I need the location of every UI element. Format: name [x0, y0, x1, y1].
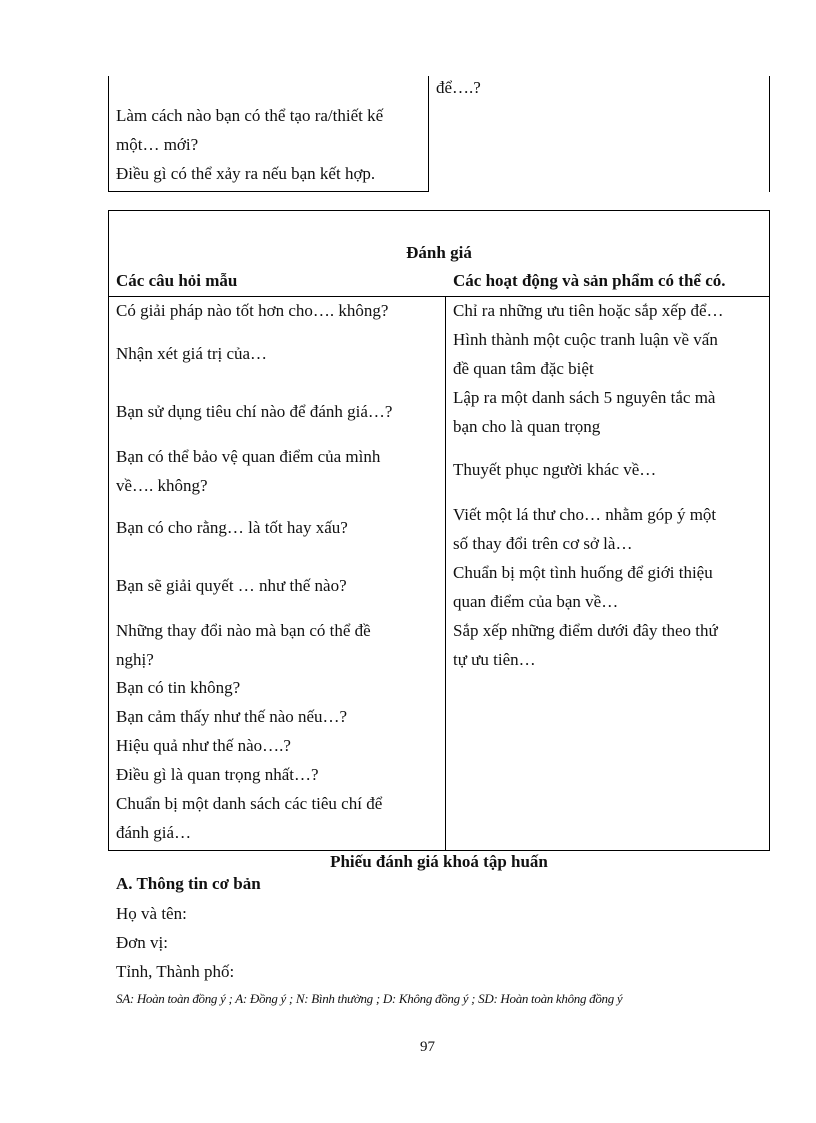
activity-row: Sắp xếp những điểm dưới đây theo thứ	[453, 621, 718, 640]
top-left-row: Làm cách nào bạn có thể tạo ra/thiết kế	[116, 106, 384, 125]
activity-row: quan điểm của bạn về…	[453, 592, 619, 611]
eval-table-top-border	[108, 210, 770, 211]
eval-table-left-border	[108, 210, 109, 851]
question-row: về…. không?	[116, 476, 208, 495]
question-row: Bạn có tin không?	[116, 678, 241, 697]
page-number: 97	[420, 1039, 435, 1055]
question-row: Điều gì là quan trọng nhất…?	[116, 765, 319, 784]
question-row: Bạn sẽ giải quyết … như thế nào?	[116, 576, 347, 595]
activity-row: bạn cho là quan trọng	[453, 417, 601, 436]
field-unit: Đơn vị:	[116, 933, 168, 952]
question-row: Bạn có cho rằng… là tốt hay xấu?	[116, 518, 348, 537]
question-row: Nhận xét giá trị của…	[116, 344, 268, 363]
field-province: Tỉnh, Thành phố:	[116, 962, 235, 981]
eval-col-header-activities: Các hoạt động và sản phẩm có thể có.	[453, 271, 726, 290]
eval-table-right-border	[769, 210, 770, 851]
activity-row: số thay đổi trên cơ sở là…	[453, 534, 633, 553]
question-row: Có giải pháp nào tốt hơn cho…. không?	[116, 301, 389, 320]
question-row: Bạn sử dụng tiêu chí nào để đánh giá…?	[116, 402, 393, 421]
activity-row: Thuyết phục người khác về…	[453, 460, 657, 479]
activity-row: Chuẩn bị một tình huống để giới thiệu	[453, 563, 713, 582]
activity-row: đề quan tâm đặc biệt	[453, 359, 594, 378]
section-a-heading: A. Thông tin cơ bản	[116, 874, 261, 893]
eval-col-header-questions: Các câu hỏi mẫu	[116, 271, 238, 290]
question-row: nghị?	[116, 650, 154, 669]
eval-table-title: Đánh giá	[406, 243, 472, 262]
question-row: Những thay đổi nào mà bạn có thể đề	[116, 621, 371, 640]
form-title: Phiếu đánh giá khoá tập huấn	[330, 852, 548, 871]
top-left-row: Điều gì có thể xảy ra nếu bạn kết hợp.	[116, 164, 376, 183]
top-right-row: để….?	[436, 78, 481, 97]
activity-row: Viết một lá thư cho… nhằm góp ý một	[453, 505, 717, 524]
question-row: đánh giá…	[116, 823, 192, 842]
rating-legend: SA: Hoàn toàn đồng ý ; A: Đồng ý ; N: Bình thường ; D: Không đồng ý ; SD: Hoàn toàn không đồng ý	[116, 991, 623, 1006]
question-row: Bạn có thể bảo vệ quan điểm của mình	[116, 447, 381, 466]
eval-table-column-divider	[445, 296, 446, 851]
activity-row: Lập ra một danh sách 5 nguyên tắc mà	[453, 388, 716, 407]
activity-row: Chỉ ra những ưu tiên hoặc sắp xếp để…	[453, 301, 724, 320]
activity-row: tự ưu tiên…	[453, 650, 536, 669]
question-row: Bạn cảm thấy như thế nào nếu…?	[116, 707, 348, 726]
question-row: Hiệu quả như thế nào….?	[116, 736, 291, 755]
top-left-row: một… mới?	[116, 135, 199, 154]
activity-row: Hình thành một cuộc tranh luận về vấn	[453, 330, 718, 349]
field-full-name: Họ và tên:	[116, 904, 187, 923]
question-row: Chuẩn bị một danh sách các tiêu chí để	[116, 794, 383, 813]
